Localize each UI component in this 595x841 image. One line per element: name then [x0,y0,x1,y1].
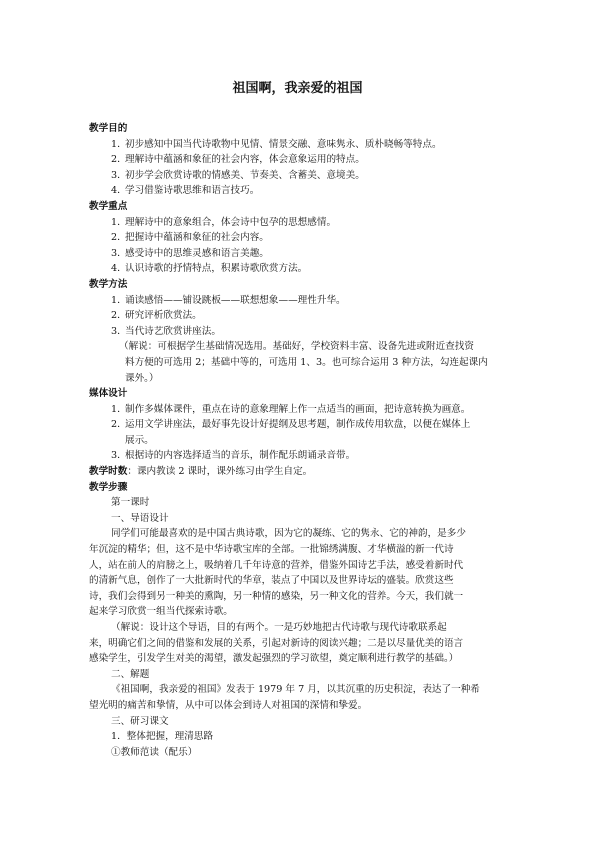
list-number: 2． [111,310,127,322]
media-item-1 [89,402,509,418]
goals-heading: 教学目的 [89,123,128,134]
goals-item-2 [89,152,509,168]
section-title-heading: 二、解题 [111,668,150,680]
section-intro-heading: 一、导语设计 [111,512,169,524]
list-text: 学习借鉴诗歌思维和语言技巧。 [125,185,260,197]
study-sub-item: ①教师范读（配乐） [111,746,198,758]
methods-item-1 [89,293,509,309]
methods-item-3 [89,324,509,340]
list-number: 2． [111,419,127,431]
list-number: 1． [111,216,127,228]
list-text: 初步学会欣赏诗歌的情感美、节奏美、含蓄美、意境美。 [125,169,365,181]
list-number: 3． [111,325,127,337]
title-paragraph-line-2: 望光明的痛苦和挚情，从中可以体会到诗人对祖国的深情和挚爱。 [89,699,368,711]
list-number: 2． [111,232,127,244]
intro-note-line-1: （解说：设计这个导语，目的有两个。一是巧妙地把古代诗歌与现代诗歌联系起 [111,622,447,633]
media-heading: 媒体设计 [89,388,128,400]
intro-paragraph-line-3: 人，站在前人的肩膀之上，吸纳着几千年诗意的营养，借鉴外国诗艺手法，感受着新时代 [89,559,464,571]
list-text: 运用文学讲座法，最好事先设计好提纲及思考题，制作成传用软盘，以便在媒体上 [125,419,471,431]
section-study-heading: 三、研习课文 [111,715,169,727]
time-label: 教学时数 [89,466,128,478]
list-number: 3． [111,169,127,181]
methods-note-line-2: 料方便的可选用 2；基础中等的，可选用 1、3。也可综合运用 3 种方法，勾连起课内 [125,356,488,368]
list-number: 3． [111,450,127,462]
goals-item-3 [89,168,509,184]
study-subheading: 1．整体把握，理清思路 [111,731,214,743]
media-item-3 [89,448,509,464]
methods-heading: 教学方法 [89,278,128,290]
document-body [89,121,509,760]
goals-item-4 [89,183,509,199]
list-number: 3． [111,247,127,259]
list-text: 研究评析欣赏法。 [125,310,202,322]
focus-heading: 教学重点 [89,200,128,212]
methods-item-2 [89,308,509,324]
list-text: 诵读感悟——铺设跳板——联想想象——理性升华。 [125,294,346,306]
list-number: 4． [111,185,127,197]
list-text: 制作多媒体课件，重点在诗的意象理解上作一点适当的画面，把诗意转换为画意。 [125,403,471,415]
intro-note-line-3: 感染学生，引发学生对美的渴望，激发起强烈的学习欲望，奠定顺利进行教学的基础。） [89,653,459,665]
intro-note-line-2: 来，明确它们之间的借鉴和发展的关系，引起对新诗的阅读兴趣；二是以尽量优美的语言 [89,637,464,649]
time-text: ：课内教读 2 课时，课外练习由学生自定。 [127,466,313,478]
list-number: 1． [111,138,127,150]
steps-heading: 教学步骤 [89,481,128,493]
focus-item-1 [89,215,509,231]
time-line [89,464,509,480]
focus-item-3 [89,246,509,262]
list-text: 理解诗中蕴涵和象征的社会内容，体会意象运用的特点。 [125,154,365,166]
list-number: 1． [111,403,127,415]
intro-paragraph-line-5: 诗，我们会得到另一种美的熏陶，另一种情的感染，另一种文化的营养。今天，我们就一 [89,590,464,602]
methods-note-line-1: （解说：可根据学生基础情况选用。基础好，学校资料丰富、设备先进或附近查找资 [119,341,474,353]
intro-paragraph-line-4: 的清新气息，创作了一大批新时代的华章，装点了中国以及世界诗坛的盛装。欣赏这些 [89,575,454,587]
list-text: 初步感知中国当代诗歌物中见情、情景交融、意味隽永、质朴晓畅等特点。 [125,138,442,150]
focus-item-4 [89,261,509,277]
media-item-2 [89,417,509,433]
list-text: 把握诗中蕴涵和象征的社会内容。 [125,232,269,244]
list-text: 理解诗中的意象组合，体会诗中包孕的思想感情。 [125,216,337,228]
page-title: 祖国啊，我亲爱的祖国 [232,81,363,96]
title-paragraph-line-1: 《祖国啊，我亲爱的祖国》发表于 1979 年 7 月，以其沉重的历史积淀，表达了一种希 [111,684,480,696]
list-number: 1． [111,294,127,306]
intro-paragraph-line-1: 同学们可能最喜欢的是中国古典诗歌，因为它的凝练、它的隽永、它的神韵，是多少 [111,528,466,540]
list-text: 当代诗艺欣赏讲座法。 [125,325,221,337]
intro-paragraph-line-6: 起来学习欣赏一组当代探索诗歌。 [89,606,233,618]
intro-paragraph-line-2: 年沉淀的精华；但，这不是中华诗歌宝库的全部。一批锦绣满腹、才华横溢的新一代诗 [89,544,454,556]
goals-item-1 [89,137,509,153]
list-text: 根据诗的内容选择适当的音乐，制作配乐朗诵录音带。 [125,450,356,462]
methods-note-line-3: 课外。） [125,372,159,384]
focus-item-2 [89,230,509,246]
list-number: 4． [111,263,127,275]
list-number: 2． [111,154,127,166]
list-text: 展示。 [125,434,154,446]
list-text: 感受诗中的思维灵感和语言美趣。 [125,247,269,259]
media-item-2-cont [89,433,509,449]
lesson-heading: 第一课时 [111,497,150,509]
list-text: 认识诗歌的抒情特点，积累诗歌欣赏方法。 [125,263,308,275]
